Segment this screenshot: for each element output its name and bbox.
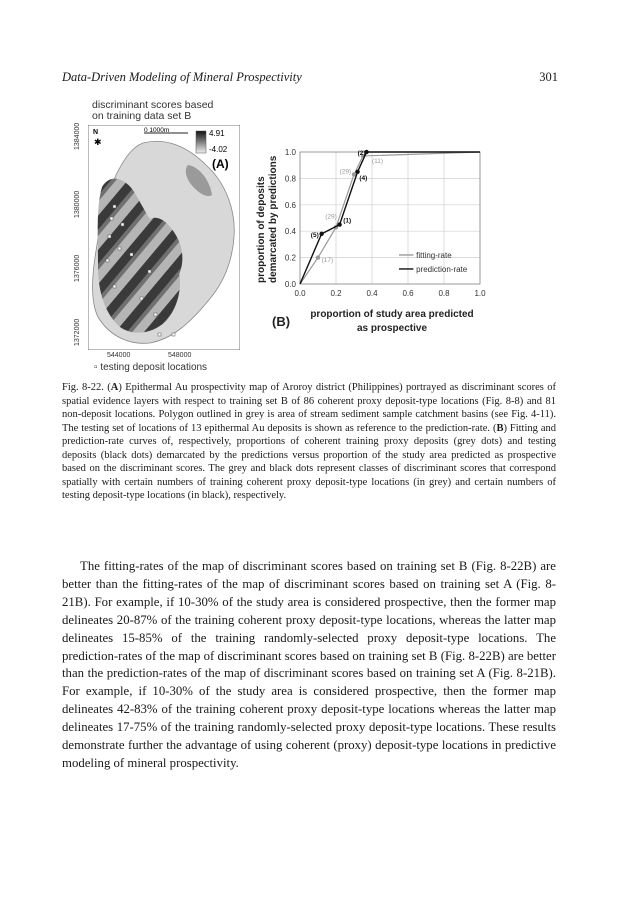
x-axis-label-line2: as prospective — [356, 323, 428, 334]
x-tick-label: 1.0 — [474, 289, 486, 298]
testing-square-icon: ▫ — [94, 362, 98, 373]
data-label: (5) — [310, 231, 319, 239]
caption-part-a: ) Epithermal Au prospectivity map of Aroroy district (Philippines) portrayed as discriminant scores of spatial evidence layers with respect to training set B of 86 coherent proxy deposit-type locations (Fig. 8-8) and 81 non-deposit locations. Polygon outlined in grey is area of stream sediment sample catchment basins (see Fig. 4-11). The testing set of locations of 13 epithermal Au deposits is shown as reference to the prediction-rate. ( — [62, 382, 556, 434]
x-tick-label: 0.6 — [402, 289, 414, 298]
map-title — [92, 100, 213, 122]
y-tick-label: 0.0 — [284, 280, 296, 289]
scale-bar-label: 0 1000m — [144, 127, 170, 134]
data-label: (17) — [321, 256, 334, 264]
data-label: (1) — [343, 217, 352, 225]
map-x-tick: 548000 — [168, 352, 192, 359]
data-point-prediction-rate — [337, 222, 341, 226]
map-x-tick: 544000 — [107, 352, 131, 359]
data-label: (29) — [325, 213, 337, 221]
y-tick-label: 0.8 — [284, 174, 296, 184]
caption-lead: Fig. 8-22. ( — [62, 382, 111, 393]
chart-ticks — [285, 148, 486, 298]
figure-caption — [62, 381, 556, 503]
y-tick-label: 1.0 — [284, 148, 296, 157]
chart-legend — [399, 251, 468, 274]
data-label: (2) — [357, 150, 366, 157]
north-label: N — [93, 129, 99, 136]
data-label: (29) — [339, 168, 352, 176]
x-tick-label: 0.2 — [330, 289, 342, 298]
x-axis-label: proportion of study area predicted — [310, 309, 474, 320]
north-arrow-icon: ✱ — [94, 138, 102, 148]
caption-tag-b: B — [496, 422, 504, 434]
y-tick-label: 0.4 — [284, 227, 296, 237]
caption-tag-a: A — [110, 382, 119, 393]
y-tick-label: 0.6 — [284, 200, 296, 210]
page-number: 301 — [539, 70, 558, 84]
map-title-line2: on training data set B — [92, 110, 192, 122]
data-point-fitting-rate — [316, 255, 320, 259]
data-point-prediction-rate — [319, 232, 323, 236]
panel-label-b: (B) — [272, 314, 291, 329]
data-point-prediction-rate — [355, 170, 359, 174]
x-tick-label: 0.0 — [294, 289, 306, 298]
legend-label: fitting-rate — [416, 250, 452, 260]
testing-legend — [94, 362, 207, 373]
body-paragraph: The fitting-rates of the map of discriminant scores based on training set B (Fig. 8-22B) are better than the fitting-rates of the map of discriminant scores based on training set A (Fig. 8-21B). For example, if 10-30% of the study area is considered prospective, then the former map delineates 20-87% of the training coherent proxy deposit-type locations, whereas the latter map delineates 15-85% of the training randomly-selected proxy deposit-type locations. The prediction-rates of the map of discriminant scores based on training set B (Fig. 8-22B) are better than the prediction-rates of the map of discriminant scores based on training set A (Fig. 8-21B). For example, if 10-30% of the study area is considered prospective, then the former map delineates 42-83% of the training coherent proxy deposit-type locations whereas the latter map delineates 17-75% of the training randomly-selected proxy deposit-type locations. These results demonstrate further the advantage of using coherent (proxy) deposit-type locations in predictive modeling of mineral prospectivity. — [62, 559, 556, 770]
rate-curve-chart — [252, 138, 492, 336]
x-tick-label: 0.8 — [438, 289, 450, 298]
legend-label: prediction-rate — [416, 264, 468, 274]
legend-min: -4.02 — [209, 145, 228, 154]
running-header-title: Data-Driven Modeling of Mineral Prospectivity — [62, 70, 302, 84]
legend-max: 4.91 — [209, 129, 225, 138]
map-y-tick: 1372000 — [74, 318, 81, 346]
testing-legend-label: testing deposit locations — [100, 362, 208, 373]
data-label: (11) — [372, 157, 384, 165]
y-tick-label: 0.2 — [284, 253, 296, 263]
prospectivity-map — [88, 125, 240, 350]
map-y-tick: 1376000 — [74, 254, 81, 282]
panel-label-a: (A) — [212, 157, 229, 171]
x-tick-label: 0.4 — [366, 289, 378, 298]
map-y-tick: 1384000 — [74, 122, 81, 150]
y-axis-label-line2: demarcated by predictions — [268, 155, 279, 283]
data-label: (4) — [359, 175, 368, 183]
y-axis-label: proportion of deposits — [256, 176, 267, 283]
caption-part-b: ) Fitting and prediction-rate curves of, respectively, proportions of coherent training proxy deposits (grey dots) and testing deposits (black dots) demarcated by the predictions versus proportion of the study area predicted as prospective based on the discriminant scores. The grey and black dots represent classes of discriminant scores that correspond spatially with certain numbers of training coherent proxy deposit-type locations (in grey) and certain numbers of testing deposit-type locations (in black), respectively. — [62, 422, 556, 501]
map-title-line1: discriminant scores based — [92, 99, 214, 111]
map-y-tick: 1380000 — [74, 190, 81, 218]
